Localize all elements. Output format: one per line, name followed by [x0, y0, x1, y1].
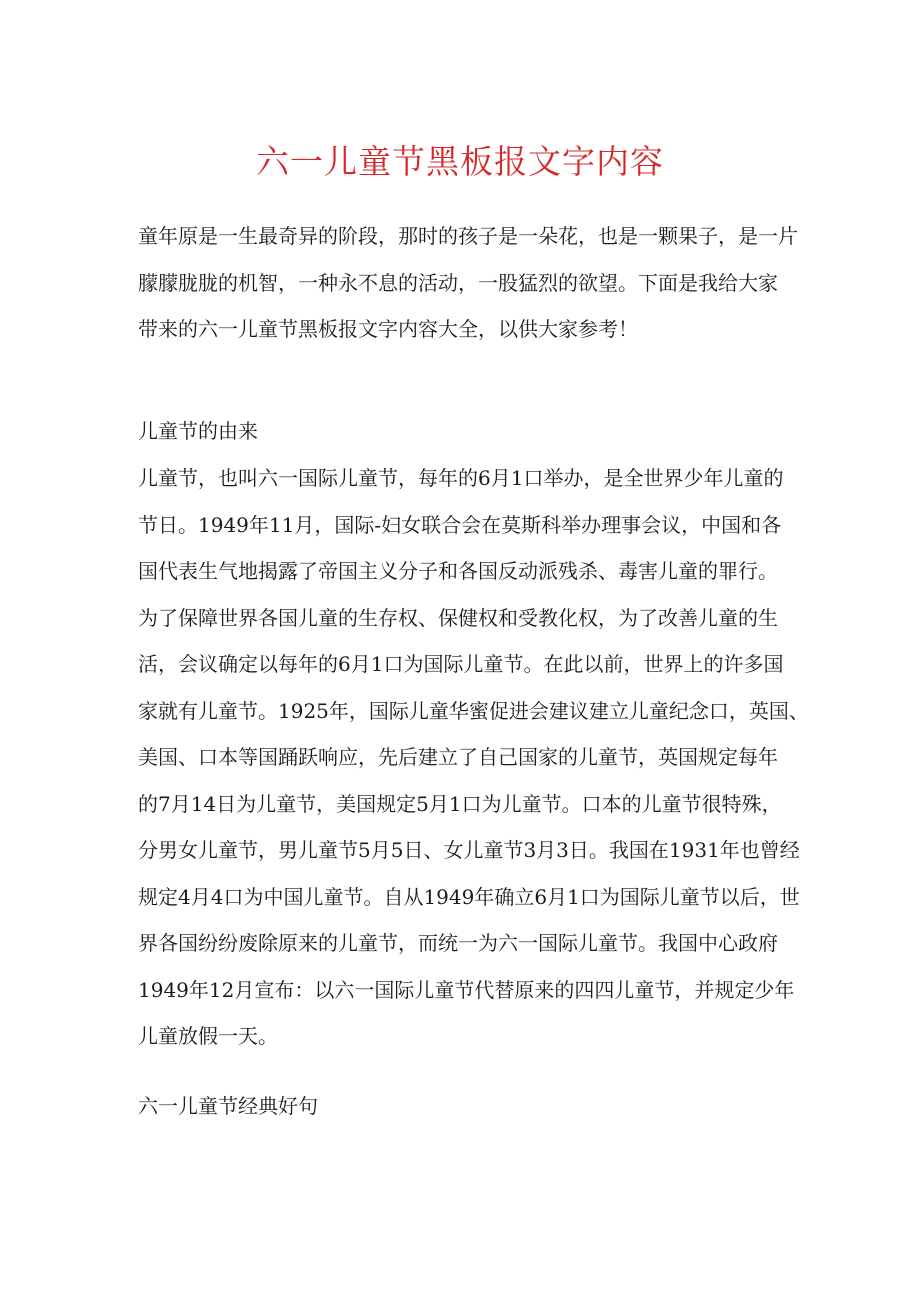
paragraph-line: 为了保障世界各国儿童的生存权、保健权和受教化权，为了改善儿童的生: [138, 605, 778, 630]
intro-line: 带来的六一儿童节黑板报文字内容大全，以供大家参考！: [138, 317, 638, 341]
paragraph-line: 规定4月4口为中国儿童节。自从1949年确立6月1口为国际儿童节以后，世: [138, 884, 800, 909]
paragraph-line: 节日。1949年11月，国际-妇女联合会在莫斯科举办理事会议，中国和各: [138, 512, 782, 537]
intro-line: 朦朦胧胧的机智，一种永不息的活动，一股猛烈的欲望。下面是我给大家: [138, 270, 778, 295]
paragraph-line: 国代表生气地揭露了帝国主义分子和各国反动派残杀、毒害儿童的罪行。: [138, 559, 778, 583]
paragraph-line: 分男女儿童节，男儿童节5月5日、女儿童节3月3日。我国在1931年也曾经: [138, 838, 800, 862]
paragraph-line: 美国、口本等国踊跃响应，先后建立了自己国家的儿童节，英国规定每年: [138, 745, 778, 769]
intro-paragraph: [138, 213, 798, 353]
section-heading-origin: 儿童节的由来: [138, 419, 258, 443]
paragraph-line: 儿童放假一天。: [138, 1024, 278, 1048]
paragraph-line: 的7月14日为儿童节，美国规定5月1口为儿童节。口本的儿童节很特殊，: [138, 791, 782, 816]
intro-line: 童年原是一生最奇异的阶段，那时的孩子是一朵花，也是一颗果子，是一片: [138, 224, 798, 248]
origin-paragraph: [138, 455, 809, 1060]
paragraph-line: 家就有儿童节。1925年，国际儿童华蜜促进会建议建立儿童纪念口，英国、: [138, 698, 809, 723]
paragraph-line: 界各国纷纷废除原来的儿童节，而统一为六一国际儿童节。我国中心政府: [138, 931, 778, 955]
paragraph-line: 儿童节，也叫六一国际儿童节，每年的6月1口举办，是全世界少年儿童的: [138, 466, 784, 490]
document-title: 六一儿童节黑板报文字内容: [256, 142, 664, 181]
section-heading-quotes: 六一儿童节经典好句: [138, 1094, 318, 1118]
paragraph-line: 1949年12月宣布：以六一国际儿童节代替原来的四四儿童节，并规定少年: [138, 977, 795, 1002]
paragraph-line: 活，会议确定以每年的6月1口为国际儿童节。在此以前，世界上的许多国: [138, 652, 784, 676]
